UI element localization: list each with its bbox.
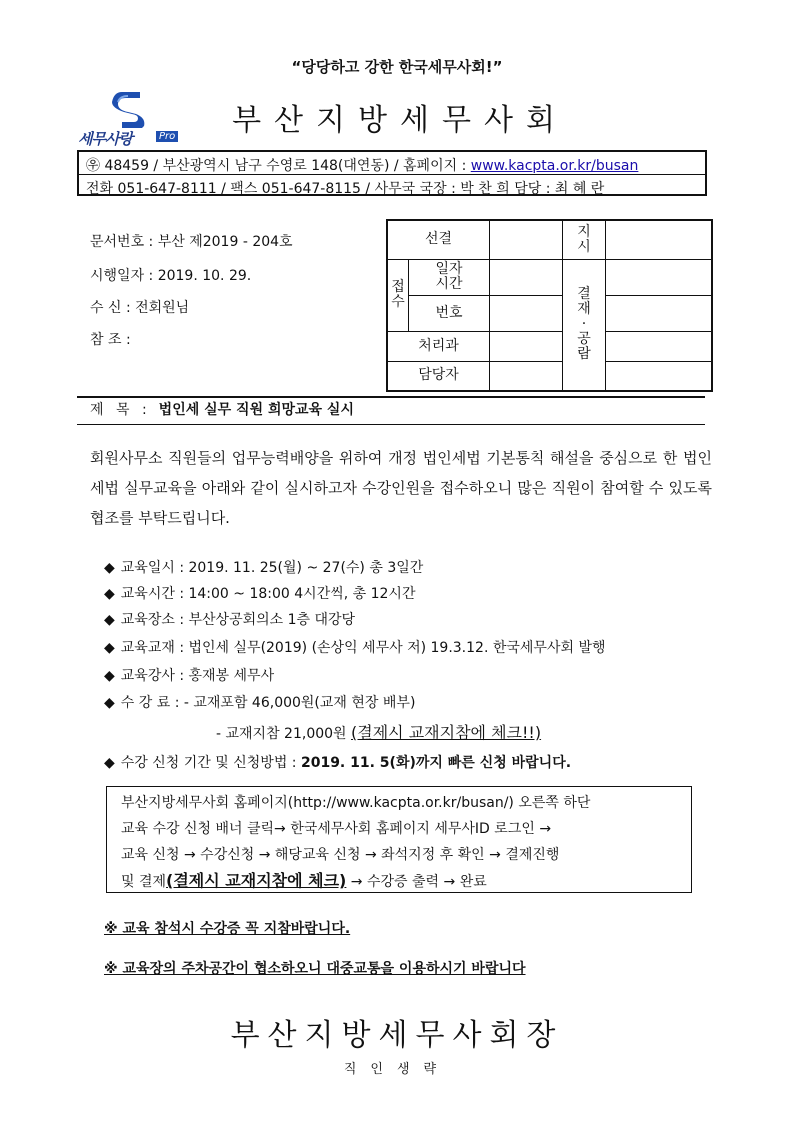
diamond-icon: ◆ [104,668,115,684]
logo-pro-badge: Pro [156,131,178,142]
address-text: ㉾ 48459 / 부산광역시 남구 수영로 148(대연동) / 홈페이지 : [86,158,471,174]
notice-parking: ※ 교육장의 주차공간이 협소하오니 대중교통을 이용하시기 바랍니다 [104,961,526,977]
detail-apply [104,752,571,772]
jeopsu-jeop: 접 [391,279,405,295]
apply-step-1: 부산지방세무사회 홈페이지(http://www.kacpta.or.kr/busan/) 오른쪽 하단 [121,795,591,811]
sigan-label: 시간 [435,276,463,292]
jeopsu-su: 수 [391,294,405,310]
doc-recipient: 수 신 : 전회원님 [90,300,190,316]
gj-gyeol: 결 [577,286,591,303]
subject-top-rule [77,396,705,398]
date-time-value [490,259,563,295]
detail-date [104,557,423,577]
detail-fee [104,692,415,712]
apply-step-4 [121,868,691,895]
jisi-ji: 지 [577,223,591,240]
seal-omitted: 직인생략 [343,1062,451,1077]
contact-divider [79,174,705,175]
jisi-value [606,220,713,259]
homepage-link[interactable]: www.kacpta.or.kr/busan [470,158,639,174]
detail-place [104,609,355,629]
date-time-cell [409,259,490,295]
seongyeol-cell: 선결 [387,220,490,259]
detail-textbook [104,637,606,657]
fee-option-2-note: (결제시 교재지참에 체크!!) [351,723,542,742]
subject-line [90,399,354,419]
apply-label: 수강 신청 기간 및 신청방법 : [120,755,301,771]
org-title: 부산지방세무사회 [232,103,568,138]
address-line [86,155,638,175]
doc-reference: 참 조 : [90,332,131,348]
beonho-cell: 번호 [409,295,490,331]
logo-text: 세무사랑 [78,130,132,148]
cheorigwa-cell: 처리과 [387,331,490,361]
apply-step-3: 교육 신청 → 수강신청 → 해당교육 신청 → 좌석지정 후 확인 → 결제진행 [121,847,560,863]
subject-label: 제 목 : [90,402,151,418]
gj-jae: 재 [577,301,591,318]
phone-line: 전화 051-647-8111 / 팩스 051-647-8115 / 사무국 국장 : 박 찬 희 담당 : 최 혜 란 [86,181,605,197]
damdangja-cell: 담당자 [387,361,490,391]
fee-option-2-text: - 교재지참 21,000원 [216,726,352,742]
detail-date-text: 교육일시 : 2019. 11. 25(월) ~ 27(수) 총 3일간 [120,560,424,576]
apply-procedure-box [106,786,692,893]
doc-number: 문서번호 : 부산 제2019 - 204호 [90,234,293,250]
detail-instructor [104,665,274,685]
gj-dot: · [581,316,587,333]
gj-gong: 공 [577,331,591,348]
beonho-value [490,295,563,331]
gyeoljae-value-4 [606,361,713,391]
jisi-cell [563,220,606,259]
fee-option-2 [216,720,541,743]
gj-ram: 람 [577,346,591,363]
diamond-icon: ◆ [104,695,115,711]
signer-title: 부산지방세무사회장 [230,1018,564,1053]
contact-box [77,150,707,196]
detail-textbook-text: 교육교재 : 법인세 실무(2019) (손상익 세무사 저) 19.3.12. 한국세무사회 발행 [120,640,606,656]
diamond-icon: ◆ [104,612,115,628]
detail-instructor-text: 교육강사 : 홍재봉 세무사 [120,668,275,684]
apply-step-4-post: → 수강증 출력 → 완료 [346,874,487,890]
body-paragraph: 회원사무소 직원들의 업무능력배양을 위하여 개정 법인세법 기본통칙 해설을 중심으로 한 법인세법 실무교육을 아래와 같이 실시하고자 수강인원을 접수하오니 많은 직원이 참여할 수 있도록 협조를 부탁드립니다. [90,449,712,527]
apply-step-4-pre: 및 결제 [121,874,167,890]
approval-box [386,219,713,392]
subject-bottom-rule [77,424,705,425]
gyeoljae-cell [563,259,606,391]
slogan: “당당하고 강한 한국세무사회!” [291,58,503,76]
jeopsu-cell [387,259,409,331]
seongyeol-value [490,220,563,259]
logo [78,88,190,150]
detail-place-text: 교육장소 : 부산상공회의소 1층 대강당 [120,612,356,628]
cheorigwa-value [490,331,563,361]
detail-time-text: 교육시간 : 14:00 ~ 18:00 4시간씩, 총 12시간 [120,586,416,602]
diamond-icon: ◆ [104,755,115,771]
gyeoljae-value-1 [606,259,713,295]
ilja-label: 일자 [435,261,463,277]
detail-time [104,583,415,603]
diamond-icon: ◆ [104,586,115,602]
gyeoljae-value-3 [606,331,713,361]
gyeoljae-value-2 [606,295,713,331]
diamond-icon: ◆ [104,640,115,656]
notice-bring-ticket: ※ 교육 참석시 수강증 꼭 지참바랍니다. [104,921,351,937]
fee-label: 수 강 료 : [120,695,184,711]
apply-step-2: 교육 수강 신청 배너 클릭→ 한국세무사회 홈페이지 세무사ID 로그인 → [121,821,552,837]
jisi-si: 시 [577,238,591,255]
apply-deadline: 2019. 11. 5(화)까지 빠른 신청 바랍니다. [300,755,572,771]
doc-date: 시행일자 : 2019. 10. 29. [90,268,252,284]
diamond-icon: ◆ [104,560,115,576]
subject-title: 법인세 실무 직원 희망교육 실시 [158,402,354,418]
apply-step-4-emphasis: (결제시 교재지참에 체크) [166,871,347,890]
damdangja-value [490,361,563,391]
fee-option-1: - 교재포함 46,000원(교재 현장 배부) [183,695,416,711]
